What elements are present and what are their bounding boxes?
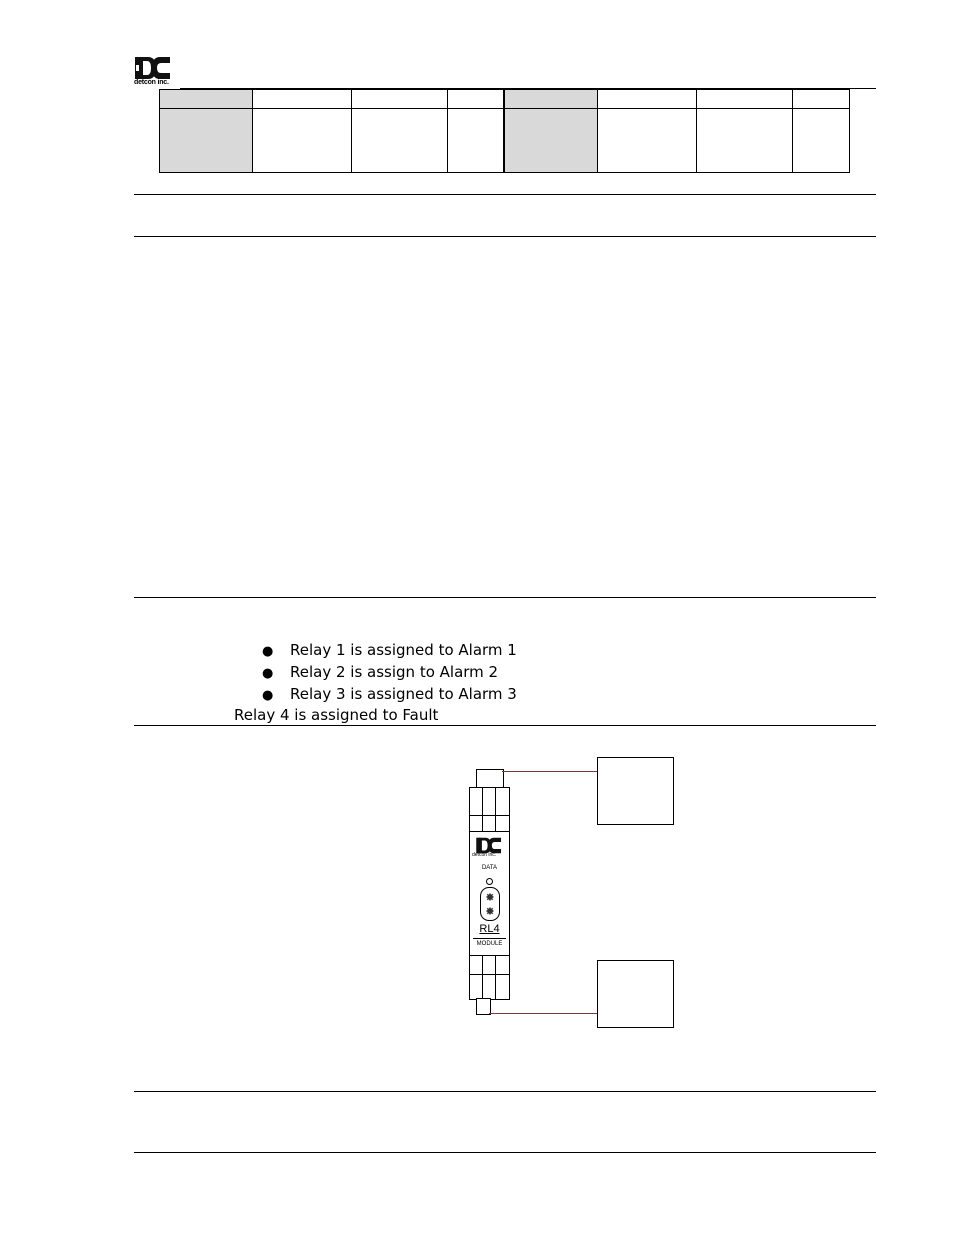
top-device-box [597, 757, 674, 825]
table-cell [697, 90, 793, 109]
table-cell [793, 109, 850, 173]
table-cell [448, 109, 504, 173]
relay-assignment-list [262, 639, 517, 705]
table-cell [793, 90, 850, 109]
bullet-icon: ● [262, 644, 274, 659]
table-cell [598, 90, 697, 109]
table-cell [505, 109, 598, 173]
table-cell [160, 109, 253, 173]
bottom-device-box [597, 960, 674, 1028]
list-item: ● Relay 3 is assigned to Alarm 3 [262, 683, 517, 705]
table-cell [253, 109, 352, 173]
section-rule [134, 194, 876, 195]
relay-fault-line: Relay 4 is assigned to Fault [234, 706, 439, 724]
module-logo-text: detcon inc. [472, 852, 497, 858]
bottom-wire [489, 1013, 597, 1014]
bullet-icon: ● [262, 688, 274, 703]
table-cell [505, 90, 598, 109]
table-cell [598, 109, 697, 173]
rotary-switch-icon [485, 892, 495, 902]
top-connector-plug [476, 769, 504, 789]
bullet-icon: ● [262, 666, 274, 681]
bottom-terminal-block [469, 955, 510, 1000]
top-terminal-block [469, 787, 510, 833]
module-led-label: DATA [481, 865, 498, 871]
section-rule [134, 1091, 876, 1092]
section-rule [134, 725, 876, 726]
section-rule [134, 236, 876, 237]
rl4-module [469, 831, 510, 957]
header-table-left [159, 89, 504, 173]
list-item: ● Relay 1 is assigned to Alarm 1 [262, 639, 517, 661]
detcon-logo-icon [134, 56, 172, 80]
table-cell [160, 90, 253, 109]
table-cell [253, 90, 352, 109]
data-led-icon [486, 878, 493, 885]
header-logo-text: detcon inc. [134, 79, 169, 86]
table-cell [448, 90, 504, 109]
header-table-right [504, 89, 850, 173]
section-rule [134, 597, 876, 598]
address-switch-panel [480, 887, 500, 921]
table-cell [697, 109, 793, 173]
top-wire [502, 771, 597, 772]
header-logo [134, 56, 174, 90]
module-model-label: RL4 [479, 923, 500, 935]
table-cell [352, 109, 448, 173]
list-item: ● Relay 2 is assign to Alarm 2 [262, 661, 517, 683]
module-type-label: MODULE [476, 941, 503, 947]
section-rule [134, 1152, 876, 1153]
table-cell [352, 90, 448, 109]
rotary-switch-icon [485, 906, 495, 916]
